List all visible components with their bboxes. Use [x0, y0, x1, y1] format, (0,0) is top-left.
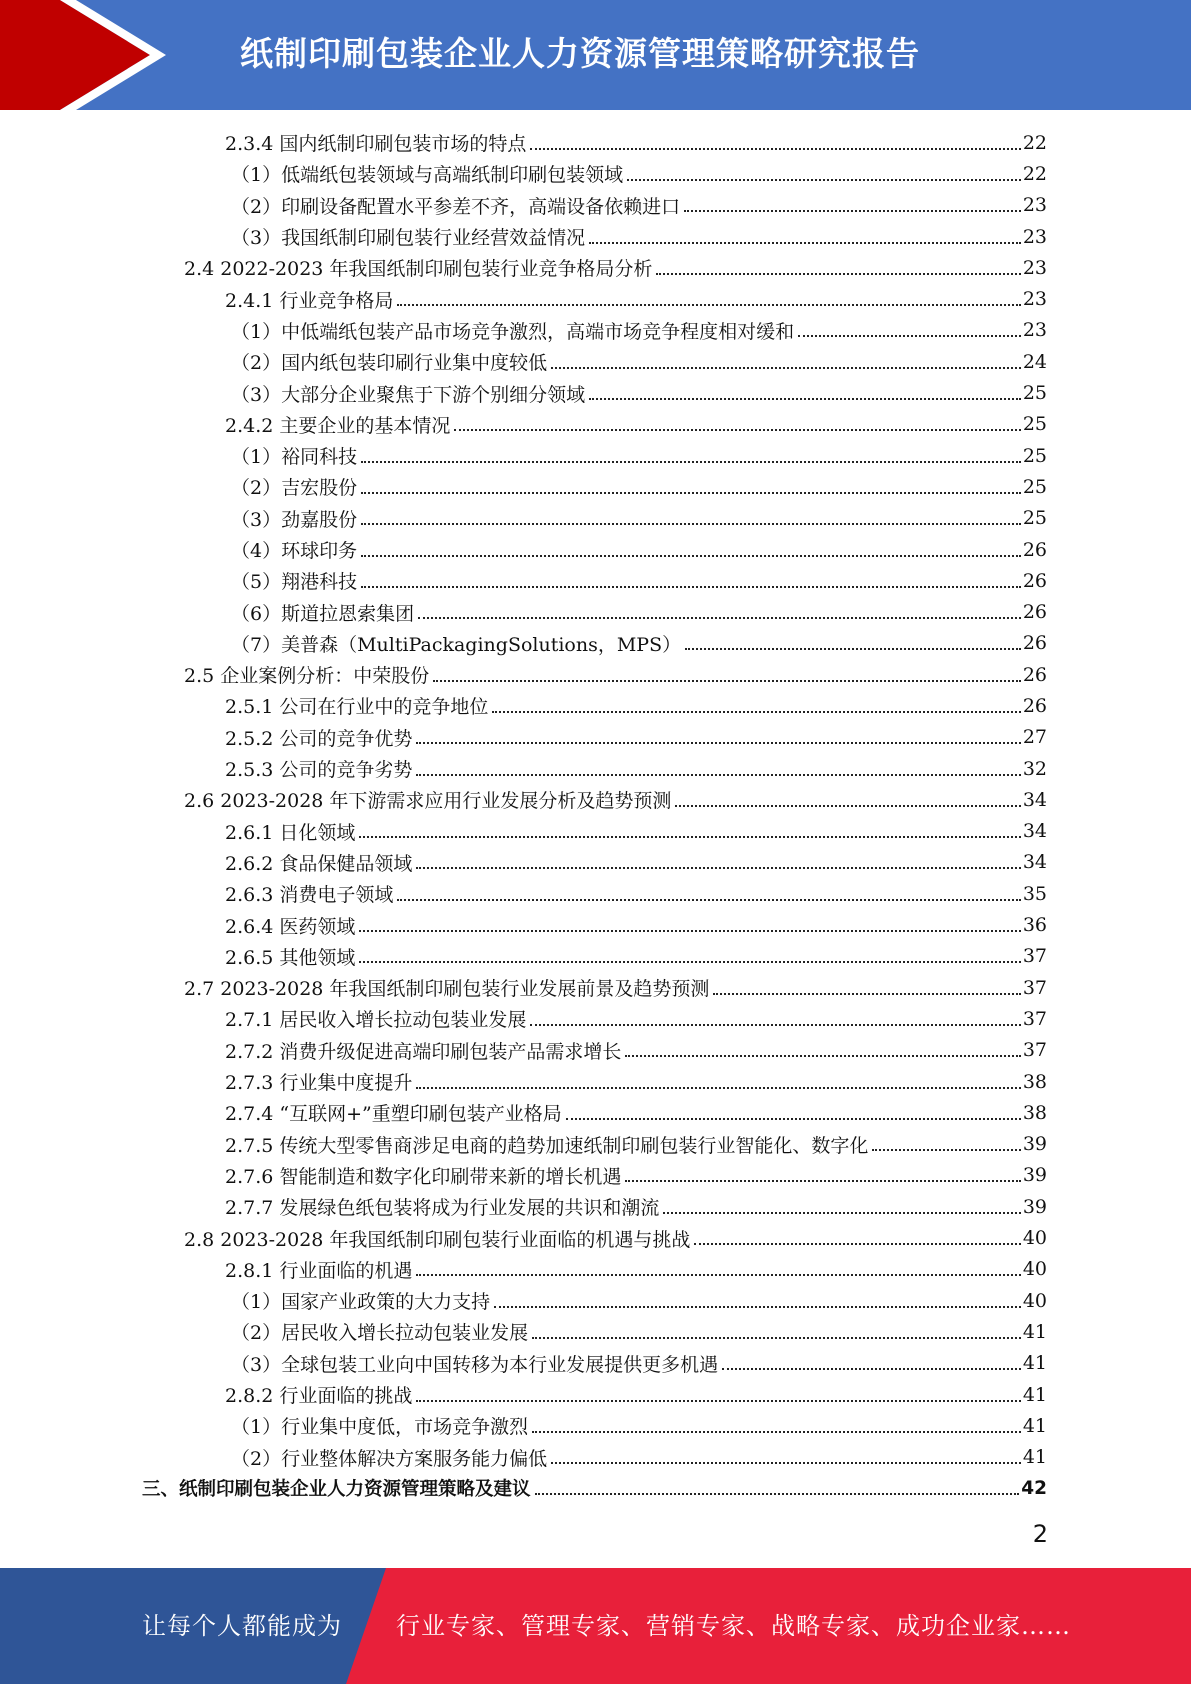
- toc-entry-page: 25: [1022, 413, 1047, 436]
- toc-entry-label: 2.8.1 行业面临的机遇: [225, 1259, 413, 1282]
- toc-dot-leader: [359, 961, 1020, 963]
- toc-dot-leader: [656, 273, 1020, 275]
- toc-entry-label: 2.7.6 智能制造和数字化印刷带来新的增长机遇: [225, 1165, 622, 1188]
- toc-entry-label: 2.4.1 行业竞争格局: [225, 289, 394, 312]
- toc-entry-page: 23: [1022, 319, 1047, 342]
- toc-dot-leader: [416, 742, 1020, 744]
- toc-entry[interactable]: [0, 1379, 1191, 1410]
- toc-entry-label: （1）低端纸包装领域与高端纸制印刷包装领域: [231, 164, 624, 187]
- toc-entry-label: 2.5.2 公司的竞争优势: [225, 727, 413, 750]
- toc-dot-leader: [589, 398, 1021, 400]
- toc-dot-leader: [494, 1306, 1021, 1308]
- toc-entry-page: 26: [1022, 538, 1047, 561]
- toc-entry-page: 41: [1022, 1352, 1047, 1375]
- toc-entry[interactable]: [0, 1160, 1191, 1191]
- toc-dot-leader: [627, 179, 1021, 181]
- toc-entry-page: 41: [1022, 1383, 1047, 1406]
- table-of-contents: [0, 127, 1191, 1504]
- toc-entry-label: （5）翔港科技: [231, 571, 358, 594]
- toc-dot-leader: [416, 1400, 1020, 1402]
- toc-entry-label: 2.6.4 医药领域: [225, 915, 356, 938]
- toc-dot-leader: [416, 867, 1020, 869]
- toc-entry-page: 23: [1022, 194, 1047, 217]
- toc-dot-leader: [359, 930, 1020, 932]
- toc-entry[interactable]: [0, 377, 1191, 408]
- toc-entry-page: 35: [1022, 882, 1047, 905]
- toc-dot-leader: [361, 523, 1021, 525]
- toc-dot-leader: [566, 1118, 1021, 1120]
- toc-entry-label: （6）斯道拉恩索集团: [231, 602, 415, 625]
- toc-dot-leader: [492, 711, 1020, 713]
- toc-dot-leader: [625, 1180, 1020, 1182]
- toc-entry-label: （1）裕同科技: [231, 446, 358, 469]
- toc-dot-leader: [675, 805, 1020, 807]
- toc-dot-leader: [589, 242, 1021, 244]
- toc-dot-leader: [416, 1274, 1020, 1276]
- toc-entry[interactable]: [0, 283, 1191, 314]
- toc-entry-label: （3）劲嘉股份: [231, 508, 358, 531]
- toc-entry-label: 2.6 2023-2028 年下游需求应用行业发展分析及趋势预测: [184, 790, 672, 813]
- toc-entry-label: 2.7.4 “互联网+”重塑印刷包装产业格局: [225, 1103, 562, 1126]
- toc-entry-label: （2）国内纸包装印刷行业集中度较低: [231, 352, 548, 375]
- toc-entry-label: （4）环球印务: [231, 540, 358, 562]
- toc-dot-leader: [532, 1431, 1021, 1433]
- toc-dot-leader: [433, 680, 1021, 682]
- toc-entry-label: 2.7.5 传统大型零售商涉足电商的趋势加速纸制印刷包装行业智能化、数字化: [225, 1134, 869, 1157]
- toc-entry-page: 22: [1022, 162, 1047, 185]
- toc-dot-leader: [530, 148, 1020, 150]
- toc-entry[interactable]: [0, 690, 1191, 721]
- toc-entry[interactable]: [0, 1254, 1191, 1285]
- toc-entry-label: 2.3.4 国内纸制印刷包装市场的特点: [225, 133, 527, 156]
- toc-entry[interactable]: [0, 1003, 1191, 1034]
- toc-entry-label: （2）印刷设备配置水平参差不齐，高端设备依赖进口: [231, 195, 681, 218]
- toc-entry[interactable]: [0, 190, 1191, 221]
- toc-entry-label: 2.6.2 食品保健品领域: [225, 852, 413, 875]
- toc-entry-label: 2.5.3 公司的竞争劣势: [225, 759, 413, 782]
- toc-entry-page: 40: [1022, 1289, 1047, 1312]
- toc-entry-label: 2.6.5 其他领域: [225, 946, 356, 969]
- toc-dot-leader: [535, 1493, 1020, 1495]
- toc-entry-page: 42: [1021, 1477, 1047, 1499]
- toc-dot-leader: [416, 1087, 1020, 1089]
- toc-dot-leader: [713, 993, 1020, 995]
- toc-entry[interactable]: [0, 972, 1191, 1003]
- toc-entry[interactable]: [0, 252, 1191, 283]
- page-number: 2: [1032, 1520, 1048, 1548]
- toc-entry[interactable]: [0, 1035, 1191, 1066]
- toc-entry-label: （3）大部分企业聚焦于下游个别细分领域: [231, 383, 586, 406]
- toc-dot-leader: [418, 617, 1021, 619]
- toc-entry-page: 22: [1022, 131, 1047, 154]
- toc-entry-label: （1）国家产业政策的大力支持: [231, 1291, 491, 1314]
- toc-entry-page: 26: [1022, 569, 1047, 592]
- toc-entry-page: 40: [1022, 1258, 1047, 1281]
- toc-entry[interactable]: [0, 878, 1191, 909]
- toc-entry-page: 39: [1022, 1133, 1047, 1156]
- toc-entry-page: 36: [1022, 914, 1047, 937]
- toc-entry-label: 2.8 2023-2028 年我国纸制印刷包装行业面临的机遇与挑战: [184, 1228, 691, 1251]
- toc-dot-leader: [551, 367, 1021, 369]
- footer-slogan-right: 行业专家、管理专家、营销专家、战略专家、成功企业家……: [396, 1612, 1071, 1640]
- toc-entry[interactable]: [0, 503, 1191, 534]
- toc-entry-page: 23: [1022, 225, 1047, 248]
- toc-entry-label: （2）吉宏股份: [231, 477, 358, 500]
- toc-entry-page: 37: [1022, 1039, 1047, 1062]
- toc-dot-leader: [551, 1462, 1021, 1464]
- toc-dot-leader: [397, 899, 1020, 901]
- toc-entry-page: 38: [1022, 1101, 1047, 1124]
- toc-entry-label: 2.8.2 行业面临的挑战: [225, 1385, 413, 1408]
- toc-entry[interactable]: [0, 1348, 1191, 1379]
- toc-entry-label: （1）行业集中度低，市场竞争激烈: [231, 1416, 529, 1439]
- toc-entry-page: 37: [1022, 945, 1047, 968]
- toc-entry[interactable]: [0, 127, 1191, 158]
- toc-entry[interactable]: [0, 1473, 1191, 1504]
- toc-dot-leader: [361, 555, 1021, 557]
- toc-entry-page: 23: [1022, 256, 1047, 279]
- toc-entry[interactable]: [0, 440, 1191, 471]
- toc-dot-leader: [397, 304, 1020, 306]
- toc-entry-page: 32: [1022, 757, 1047, 780]
- toc-dot-leader: [532, 1337, 1021, 1339]
- toc-dot-leader: [685, 648, 1021, 650]
- toc-entry[interactable]: [0, 1222, 1191, 1253]
- toc-entry[interactable]: [0, 722, 1191, 753]
- toc-entry-page: 39: [1022, 1164, 1047, 1187]
- toc-dot-leader: [530, 1024, 1020, 1026]
- toc-entry-label: （7）美普森（MultiPackagingSolutions，MPS）: [231, 633, 682, 656]
- toc-entry-page: 38: [1022, 1070, 1047, 1093]
- toc-entry-page: 34: [1022, 788, 1047, 811]
- toc-entry-label: 2.7.3 行业集中度提升: [225, 1072, 413, 1095]
- toc-entry[interactable]: [0, 1191, 1191, 1222]
- toc-entry-label: 三、纸制印刷包装企业人力资源管理策略及建议: [142, 1479, 531, 1501]
- toc-dot-leader: [663, 1212, 1020, 1214]
- toc-entry[interactable]: [0, 941, 1191, 972]
- toc-entry-page: 26: [1022, 694, 1047, 717]
- toc-entry[interactable]: [0, 909, 1191, 940]
- toc-dot-leader: [416, 774, 1020, 776]
- page-header: [0, 0, 1191, 110]
- toc-entry[interactable]: [0, 346, 1191, 377]
- toc-entry-page: 40: [1022, 1227, 1047, 1250]
- toc-entry-label: （3）我国纸制印刷包装行业经营效益情况: [231, 227, 586, 250]
- toc-entry-label: 2.6.1 日化领域: [225, 821, 356, 844]
- footer-slogan-left: 让每个人都能成为: [142, 1612, 342, 1640]
- toc-entry[interactable]: [0, 784, 1191, 815]
- toc-entry[interactable]: [0, 847, 1191, 878]
- toc-entry-label: 2.4 2022-2023 年我国纸制印刷包装行业竞争格局分析: [184, 258, 653, 281]
- toc-entry[interactable]: [0, 1441, 1191, 1472]
- toc-entry[interactable]: [0, 1066, 1191, 1097]
- toc-entry[interactable]: [0, 628, 1191, 659]
- toc-entry-label: 2.7.1 居民收入增长拉动包装业发展: [225, 1009, 527, 1032]
- toc-dot-leader: [872, 1149, 1020, 1151]
- toc-dot-leader: [359, 836, 1020, 838]
- toc-dot-leader: [798, 335, 1021, 337]
- toc-entry[interactable]: [0, 753, 1191, 784]
- toc-entry-page: 25: [1022, 444, 1047, 467]
- toc-entry[interactable]: [0, 596, 1191, 627]
- toc-entry-page: 24: [1022, 350, 1047, 373]
- toc-entry-page: 34: [1022, 851, 1047, 874]
- toc-entry[interactable]: [0, 565, 1191, 596]
- report-title: 纸制印刷包装企业人力资源管理策略研究报告: [240, 34, 920, 73]
- toc-entry-label: 2.7.7 发展绿色纸包装将成为行业发展的共识和潮流: [225, 1197, 660, 1220]
- toc-entry-page: 39: [1022, 1195, 1047, 1218]
- toc-entry[interactable]: [0, 315, 1191, 346]
- page-footer: [0, 1568, 1191, 1684]
- toc-entry[interactable]: [0, 158, 1191, 189]
- toc-entry-label: （1）中低端纸包装产品市场竞争激烈，高端市场竞争程度相对缓和: [231, 320, 795, 343]
- toc-entry[interactable]: [0, 471, 1191, 502]
- toc-entry-page: 41: [1022, 1446, 1047, 1469]
- toc-dot-leader: [361, 492, 1021, 494]
- toc-entry-label: （2）行业整体解决方案服务能力偏低: [231, 1447, 548, 1470]
- toc-dot-leader: [361, 461, 1021, 463]
- toc-dot-leader: [722, 1368, 1021, 1370]
- toc-entry[interactable]: [0, 1097, 1191, 1128]
- toc-entry[interactable]: [0, 534, 1191, 565]
- toc-entry-label: 2.5.1 公司在行业中的竞争地位: [225, 696, 489, 719]
- toc-entry-page: 34: [1022, 820, 1047, 843]
- toc-entry-page: 26: [1022, 632, 1047, 655]
- toc-entry-page: 23: [1022, 288, 1047, 311]
- toc-entry[interactable]: [0, 816, 1191, 847]
- toc-entry-page: 25: [1022, 507, 1047, 530]
- toc-entry-page: 27: [1022, 726, 1047, 749]
- toc-entry-label: 2.7.2 消费升级促进高端印刷包装产品需求增长: [225, 1040, 622, 1063]
- toc-entry-label: 2.5 企业案例分析：中荣股份: [184, 665, 430, 688]
- toc-entry-label: 2.4.2 主要企业的基本情况: [225, 414, 451, 437]
- toc-entry-page: 26: [1022, 663, 1047, 686]
- toc-entry-label: 2.6.3 消费电子领域: [225, 884, 394, 907]
- toc-entry[interactable]: [0, 1285, 1191, 1316]
- toc-entry[interactable]: [0, 1129, 1191, 1160]
- toc-entry-page: 41: [1022, 1320, 1047, 1343]
- toc-entry-page: 25: [1022, 475, 1047, 498]
- toc-entry[interactable]: [0, 221, 1191, 252]
- toc-entry-page: 37: [1022, 976, 1047, 999]
- toc-entry-label: 2.7 2023-2028 年我国纸制印刷包装行业发展前景及趋势预测: [184, 978, 710, 1001]
- toc-entry[interactable]: [0, 409, 1191, 440]
- toc-entry-page: 26: [1022, 601, 1047, 624]
- toc-dot-leader: [454, 429, 1020, 431]
- toc-entry-label: （2）居民收入增长拉动包装业发展: [231, 1322, 529, 1345]
- toc-dot-leader: [625, 1055, 1020, 1057]
- toc-entry[interactable]: [0, 1316, 1191, 1347]
- toc-entry[interactable]: [0, 1410, 1191, 1441]
- toc-entry-page: 37: [1022, 1007, 1047, 1030]
- toc-entry-label: （3）全球包装工业向中国转移为本行业发展提供更多机遇: [231, 1353, 719, 1376]
- toc-dot-leader: [361, 586, 1021, 588]
- toc-entry-page: 41: [1022, 1414, 1047, 1437]
- toc-dot-leader: [684, 210, 1021, 212]
- toc-entry-page: 25: [1022, 382, 1047, 405]
- toc-entry[interactable]: [0, 659, 1191, 690]
- toc-dot-leader: [694, 1243, 1020, 1245]
